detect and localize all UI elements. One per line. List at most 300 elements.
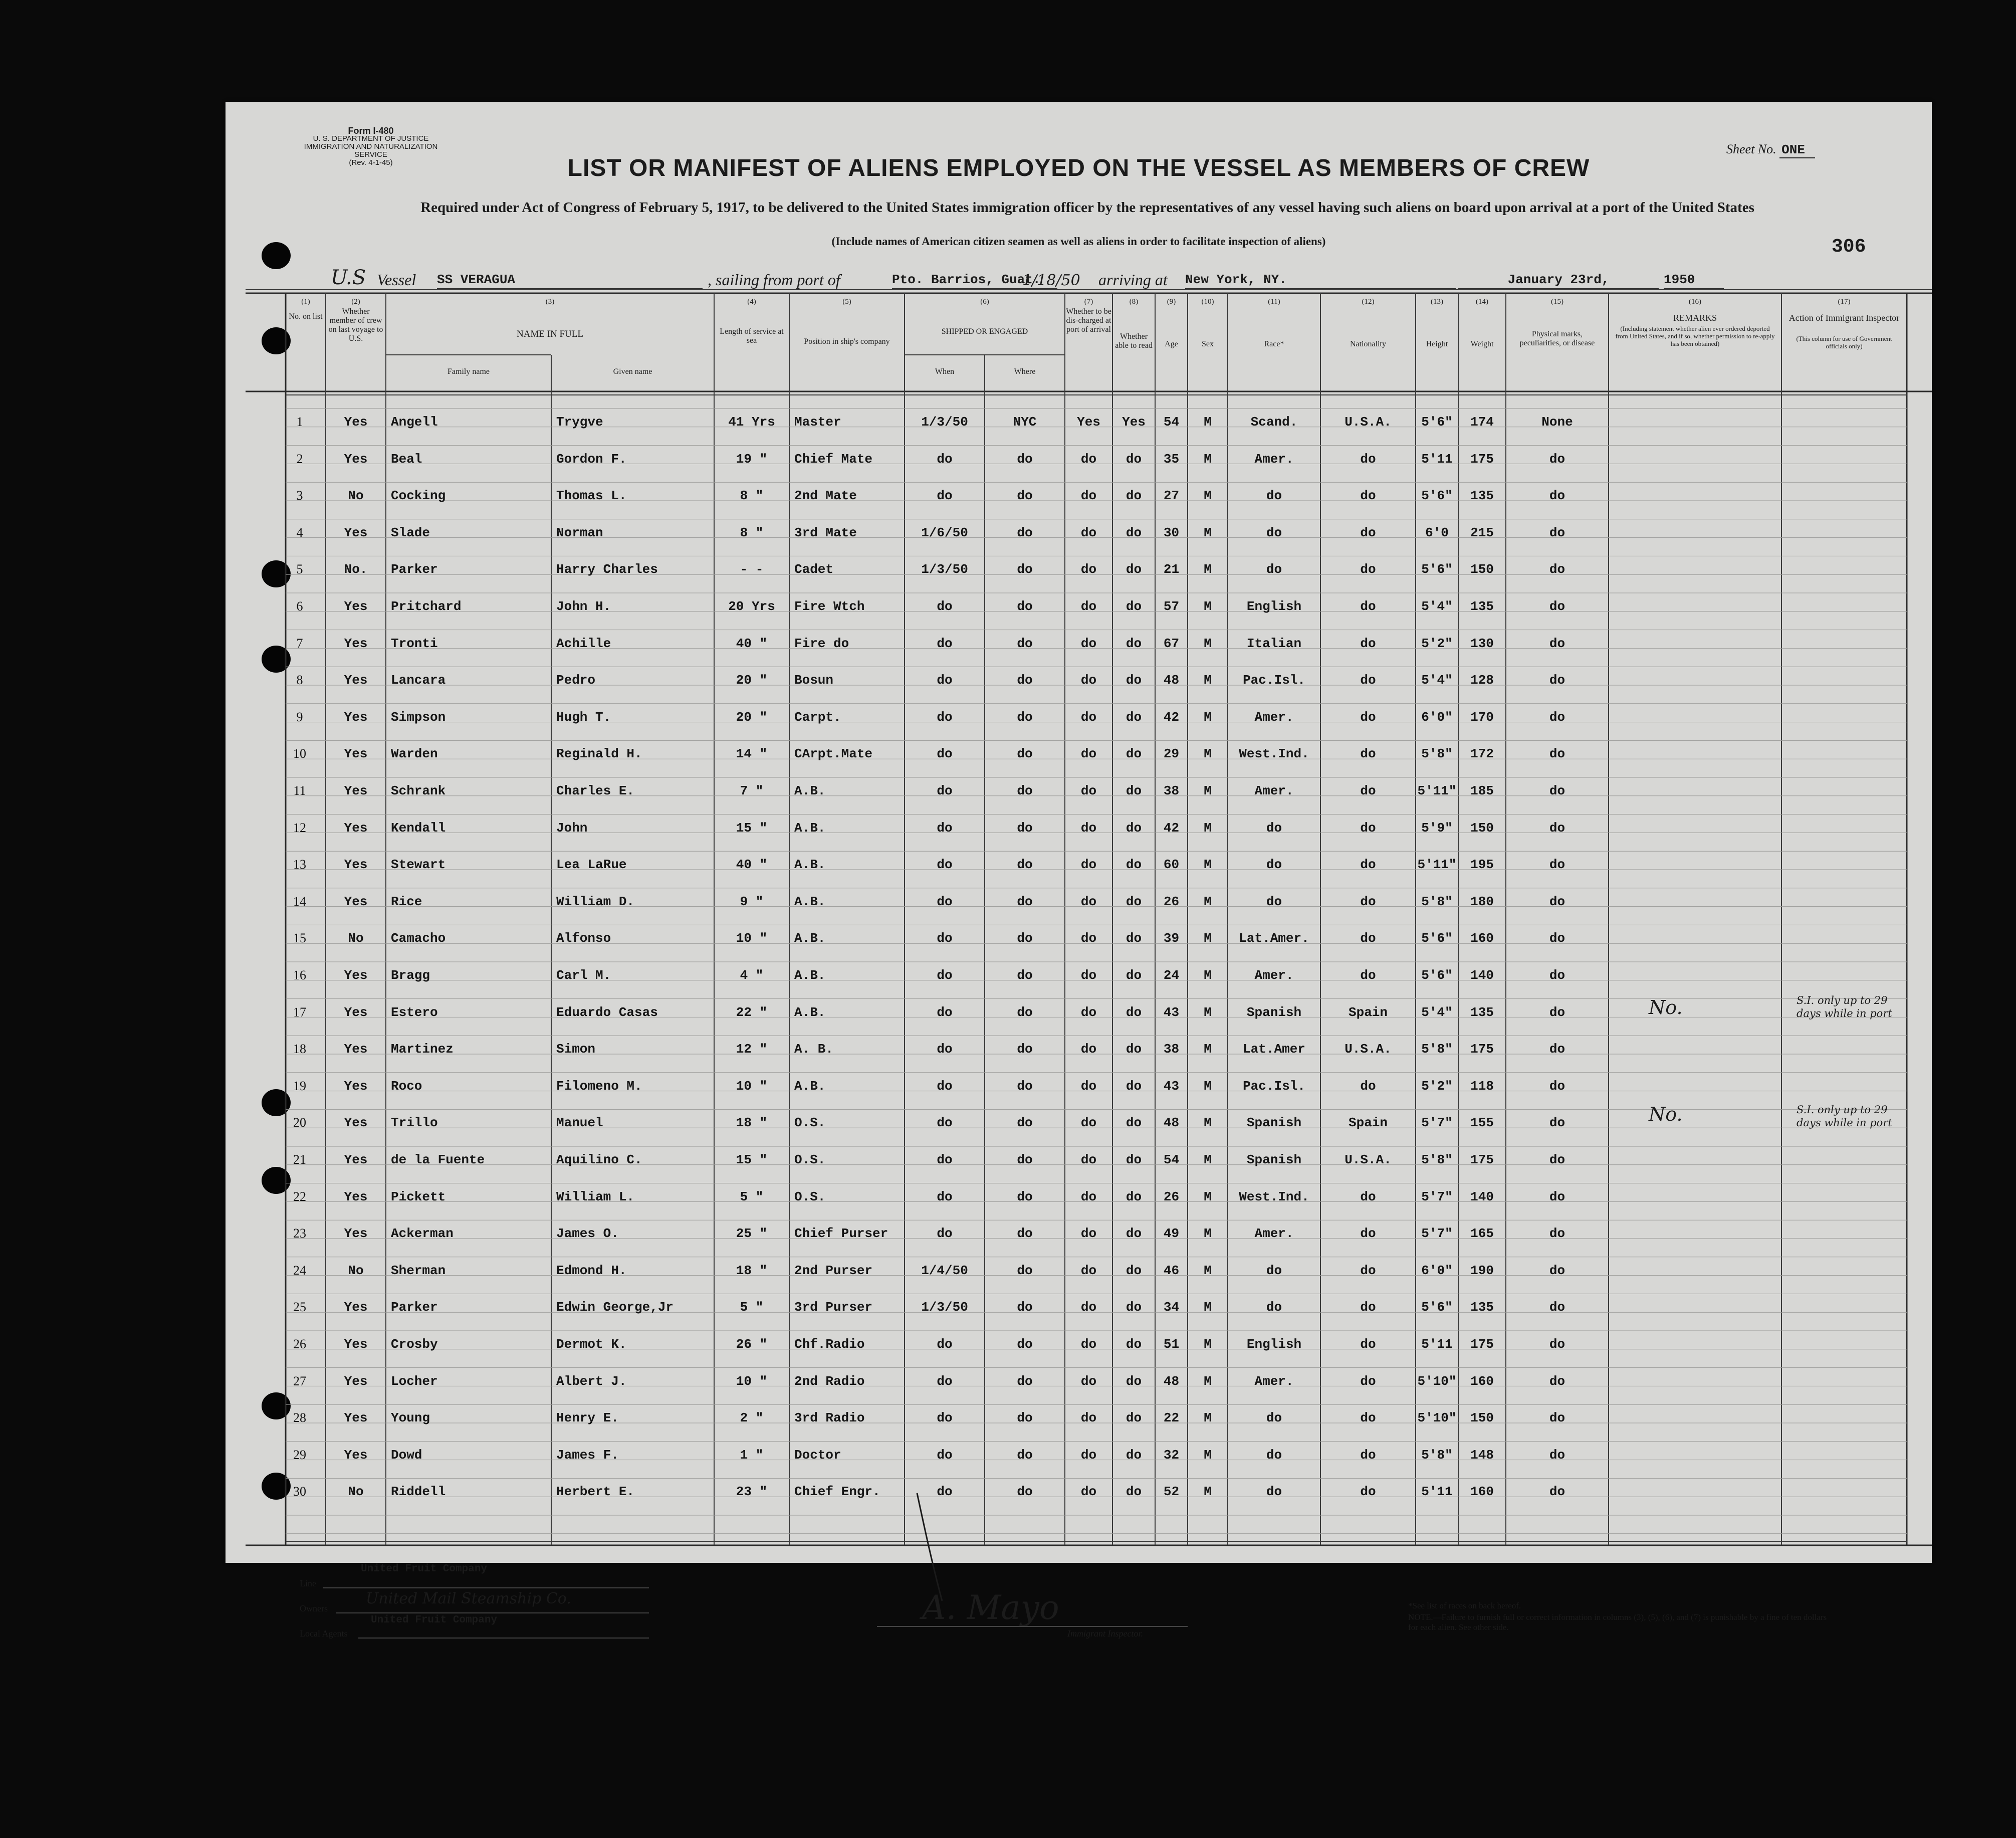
include-note: (Include names of American citizen seamen as well as aliens in order to facilitate inspection of aliens) xyxy=(831,235,1326,248)
shipped-when: do xyxy=(937,636,953,651)
service-length: 2 " xyxy=(740,1410,764,1426)
weight: 190 xyxy=(1470,1263,1494,1278)
col7-number: (7) xyxy=(1084,298,1093,306)
agents-label: Local Agents xyxy=(300,1628,348,1639)
sex: M xyxy=(1204,636,1212,651)
sex: M xyxy=(1204,1263,1212,1278)
given-name: Norman xyxy=(556,525,603,540)
departure-port: Pto. Barrios, Guat. xyxy=(892,272,1057,289)
physical-marks: do xyxy=(1549,562,1565,577)
signature-underline xyxy=(877,1626,1188,1627)
height: 5'11 xyxy=(1421,1337,1453,1352)
shipped-where-header: Where xyxy=(1014,367,1036,376)
weight: 185 xyxy=(1470,783,1494,798)
weight: 160 xyxy=(1470,1373,1494,1389)
discharged: do xyxy=(1080,820,1097,836)
shipped-when-header: When xyxy=(935,367,955,376)
weight: 175 xyxy=(1470,1337,1494,1352)
shipped-where: do xyxy=(1017,894,1033,909)
position: CArpt.Mate xyxy=(794,746,873,762)
able-to-read: do xyxy=(1126,746,1142,762)
able-to-read: do xyxy=(1126,1263,1142,1278)
given-name: John xyxy=(556,820,588,836)
family-name: Parker xyxy=(391,1300,438,1315)
sex: M xyxy=(1204,525,1212,540)
family-name: Riddell xyxy=(391,1484,446,1500)
nationality: Spain xyxy=(1348,1115,1388,1131)
height: 5'8" xyxy=(1421,894,1453,909)
sex: M xyxy=(1204,488,1212,504)
age: 48 xyxy=(1163,1373,1180,1389)
service-length: 10 " xyxy=(736,931,768,946)
family-name: Crosby xyxy=(391,1337,438,1352)
position: A.B. xyxy=(794,931,826,946)
sex: M xyxy=(1204,746,1212,762)
prior-voyage: Yes xyxy=(344,820,368,836)
weight: 175 xyxy=(1470,451,1494,467)
family-name: Warden xyxy=(391,746,438,762)
position: Chief Purser xyxy=(794,1226,888,1242)
service-length: 20 Yrs xyxy=(728,599,775,614)
given-name-header: Given name xyxy=(613,367,652,376)
shipped-where: do xyxy=(1017,1078,1033,1094)
col15-number: (15) xyxy=(1551,298,1563,306)
weight: 118 xyxy=(1470,1078,1494,1094)
position: A.B. xyxy=(794,894,826,909)
col10-number: (10) xyxy=(1201,298,1214,306)
physical-marks: do xyxy=(1549,1226,1565,1242)
nationality: do xyxy=(1360,673,1376,688)
position: O.S. xyxy=(794,1115,826,1131)
shipped-where: do xyxy=(1017,1337,1033,1352)
row-number: 3 xyxy=(296,488,303,503)
weight: 148 xyxy=(1470,1447,1494,1463)
weight: 150 xyxy=(1470,562,1494,577)
given-name: Thomas L. xyxy=(556,488,627,504)
prior-voyage: Yes xyxy=(344,1152,368,1167)
col16-number: (16) xyxy=(1689,298,1701,306)
prior-voyage: Yes xyxy=(344,451,368,467)
given-name: Herbert E. xyxy=(556,1484,635,1500)
discharged: do xyxy=(1080,1337,1097,1352)
able-to-read: do xyxy=(1126,1189,1142,1204)
shipped-when: do xyxy=(937,709,953,725)
given-name: Albert J. xyxy=(556,1373,627,1389)
prior-voyage: Yes xyxy=(344,1337,368,1352)
nationality: do xyxy=(1360,599,1376,614)
physical-marks: None xyxy=(1541,415,1573,430)
position: A.B. xyxy=(794,857,826,873)
service-length: 20 " xyxy=(736,709,768,725)
vessel-prefix: U.S xyxy=(331,266,366,289)
col17-subheader: (This column for use of Government officials only) xyxy=(1796,335,1892,350)
fine-note: NOTE.—Failure to furnish full or correct information in columns (3), (5), (6), and (7) is punishable by a fine of ten dollars for each alien. See other side. xyxy=(1408,1612,1827,1632)
age: 67 xyxy=(1163,636,1180,651)
col10-header: Sex xyxy=(1202,340,1214,348)
age: 42 xyxy=(1163,709,1180,725)
col16-subheader: (Including statement whether alien ever ordered deported from United States, and if so, whether permission to re-apply has been obtained) xyxy=(1615,325,1775,347)
prior-voyage: Yes xyxy=(344,1447,368,1463)
prior-voyage: No xyxy=(348,1263,364,1278)
shipped-when: do xyxy=(937,1410,953,1426)
arriving-label: arriving at xyxy=(1098,271,1168,289)
height: 5'4" xyxy=(1421,599,1453,614)
family-name: Locher xyxy=(391,1373,438,1389)
family-name: Kendall xyxy=(391,820,446,836)
col17-number: (17) xyxy=(1838,298,1851,306)
sex: M xyxy=(1204,562,1212,577)
shipped-where: do xyxy=(1017,488,1033,504)
discharged: Yes xyxy=(1077,415,1100,430)
given-name: Pedro xyxy=(556,673,596,688)
physical-marks: do xyxy=(1549,1410,1565,1426)
service-length: 15 " xyxy=(736,820,768,836)
shipped-when: do xyxy=(937,1484,953,1500)
family-name: Roco xyxy=(391,1078,422,1094)
given-name: Trygve xyxy=(556,415,603,430)
sex: M xyxy=(1204,709,1212,725)
shipped-where: do xyxy=(1017,1042,1033,1057)
discharged: do xyxy=(1080,1484,1097,1500)
height: 5'11" xyxy=(1417,857,1457,873)
service-length: 10 " xyxy=(736,1373,768,1389)
age: 22 xyxy=(1163,1410,1180,1426)
family-name: Parker xyxy=(391,562,438,577)
col17-header: Action of Immigrant Inspector xyxy=(1788,313,1900,323)
height: 5'8" xyxy=(1421,1152,1453,1167)
able-to-read: do xyxy=(1126,820,1142,836)
race: Lat.Amer xyxy=(1243,1042,1305,1057)
sex: M xyxy=(1204,415,1212,430)
height: 5'8" xyxy=(1421,1447,1453,1463)
weight: 195 xyxy=(1470,857,1494,873)
col1-header: No. on list xyxy=(289,312,323,321)
race: Amer. xyxy=(1254,709,1294,725)
shipped-when: do xyxy=(937,488,953,504)
shipped-where: do xyxy=(1017,968,1033,983)
physical-marks: do xyxy=(1549,1373,1565,1389)
sex: M xyxy=(1204,820,1212,836)
able-to-read: do xyxy=(1126,1484,1142,1500)
nationality: U.S.A. xyxy=(1345,1152,1392,1167)
physical-marks: do xyxy=(1549,820,1565,836)
service-length: 15 " xyxy=(736,1152,768,1167)
family-name: Tronti xyxy=(391,636,438,651)
given-name: Manuel xyxy=(556,1115,603,1131)
col16-header: REMARKS xyxy=(1673,313,1717,323)
discharged: do xyxy=(1080,1189,1097,1204)
shipped-where: do xyxy=(1017,1189,1033,1204)
sex: M xyxy=(1204,1189,1212,1204)
col3-number: (3) xyxy=(545,298,555,306)
col1-number: (1) xyxy=(301,298,310,306)
able-to-read: do xyxy=(1126,673,1142,688)
sex: M xyxy=(1204,968,1212,983)
nationality: do xyxy=(1360,488,1376,504)
physical-marks: do xyxy=(1549,1152,1565,1167)
row-number: 28 xyxy=(293,1410,306,1425)
position: A.B. xyxy=(794,968,826,983)
age: 26 xyxy=(1163,894,1180,909)
shipped-when: do xyxy=(937,673,953,688)
weight: 135 xyxy=(1470,488,1494,504)
height: 5'7" xyxy=(1421,1115,1453,1131)
family-name: Camacho xyxy=(391,931,446,946)
able-to-read: do xyxy=(1126,1004,1142,1020)
row20-action: S.I. only up to 29 days while in port xyxy=(1797,1104,1892,1129)
row-number: 22 xyxy=(293,1189,306,1204)
prior-voyage: Yes xyxy=(344,1300,368,1315)
nationality: do xyxy=(1360,1337,1376,1352)
row-number: 30 xyxy=(293,1484,306,1499)
age: 54 xyxy=(1163,1152,1180,1167)
height: 5'8" xyxy=(1421,746,1453,762)
col4-number: (4) xyxy=(747,298,756,306)
col11-number: (11) xyxy=(1268,298,1280,306)
stamp-number: 306 xyxy=(1832,236,1866,258)
physical-marks: do xyxy=(1549,1004,1565,1020)
col14-number: (14) xyxy=(1476,298,1488,306)
shipped-where: do xyxy=(1017,746,1033,762)
prior-voyage: Yes xyxy=(344,599,368,614)
discharged: do xyxy=(1080,1078,1097,1094)
able-to-read: do xyxy=(1126,451,1142,467)
given-name: Harry Charles xyxy=(556,562,658,577)
family-name: Stewart xyxy=(391,857,446,873)
inspector-label: Immigrant Inspector. xyxy=(1067,1628,1143,1639)
family-name: Slade xyxy=(391,525,430,540)
shipped-where: do xyxy=(1017,1263,1033,1278)
nationality: do xyxy=(1360,1484,1376,1500)
physical-marks: do xyxy=(1549,451,1565,467)
col5-header: Position in ship's company xyxy=(804,337,890,346)
able-to-read: do xyxy=(1126,1300,1142,1315)
row17-remark: No. xyxy=(1649,996,1683,1018)
weight: 174 xyxy=(1470,415,1494,430)
col3-header: NAME IN FULL xyxy=(517,329,583,339)
race: do xyxy=(1266,525,1282,540)
weight: 150 xyxy=(1470,820,1494,836)
sex: M xyxy=(1204,857,1212,873)
row-number: 8 xyxy=(296,673,303,688)
shipped-when: do xyxy=(937,1004,953,1020)
physical-marks: do xyxy=(1549,525,1565,540)
weight: 172 xyxy=(1470,746,1494,762)
physical-marks: do xyxy=(1549,968,1565,983)
position: Chief Engr. xyxy=(794,1484,880,1500)
nationality: U.S.A. xyxy=(1345,1042,1392,1057)
physical-marks: do xyxy=(1549,931,1565,946)
given-name: Charles E. xyxy=(556,783,635,798)
arrival-date: January 23rd, xyxy=(1458,272,1659,289)
discharged: do xyxy=(1080,1152,1097,1167)
race: do xyxy=(1266,1447,1282,1463)
able-to-read: do xyxy=(1126,968,1142,983)
height: 6'0" xyxy=(1421,709,1453,725)
age: 32 xyxy=(1163,1447,1180,1463)
nationality: do xyxy=(1360,1078,1376,1094)
able-to-read: do xyxy=(1126,1115,1142,1131)
prior-voyage: Yes xyxy=(344,1410,368,1426)
able-to-read: do xyxy=(1126,1078,1142,1094)
discharged: do xyxy=(1080,709,1097,725)
race: English xyxy=(1246,599,1302,614)
discharged: do xyxy=(1080,1263,1097,1278)
footer xyxy=(226,1538,1932,1684)
arrival-port: New York, NY. xyxy=(1185,272,1456,289)
sex: M xyxy=(1204,1484,1212,1500)
weight: 175 xyxy=(1470,1042,1494,1057)
given-name: Dermot K. xyxy=(556,1337,627,1352)
position: A.B. xyxy=(794,820,826,836)
shipped-when: do xyxy=(937,968,953,983)
row-number: 29 xyxy=(293,1447,306,1462)
age: 54 xyxy=(1163,415,1180,430)
col2-number: (2) xyxy=(351,298,360,306)
given-name: John H. xyxy=(556,599,611,614)
nationality: do xyxy=(1360,636,1376,651)
discharged: do xyxy=(1080,1004,1097,1020)
shipped-when: do xyxy=(937,1115,953,1131)
race: do xyxy=(1266,857,1282,873)
prior-voyage: Yes xyxy=(344,1189,368,1204)
col12-number: (12) xyxy=(1362,298,1375,306)
service-length: - - xyxy=(740,562,764,577)
discharged: do xyxy=(1080,562,1097,577)
prior-voyage: Yes xyxy=(344,783,368,798)
col6-number: (6) xyxy=(980,298,989,306)
agents-value: United Fruit Company xyxy=(371,1614,498,1626)
height: 5'2" xyxy=(1421,1078,1453,1094)
physical-marks: do xyxy=(1549,894,1565,909)
position: Chief Mate xyxy=(794,451,873,467)
shipped-where: do xyxy=(1017,1373,1033,1389)
row-number: 5 xyxy=(296,562,303,577)
discharged: do xyxy=(1080,673,1097,688)
col6-header: SHIPPED OR ENGAGED xyxy=(941,327,1028,336)
given-name: Achille xyxy=(556,636,611,651)
age: 38 xyxy=(1163,783,1180,798)
discharged: do xyxy=(1080,783,1097,798)
weight: 140 xyxy=(1470,1189,1494,1204)
shipped-when: do xyxy=(937,931,953,946)
col8-number: (8) xyxy=(1129,298,1139,306)
race: Amer. xyxy=(1254,1226,1294,1242)
position: Carpt. xyxy=(794,709,841,725)
shipped-where: do xyxy=(1017,931,1033,946)
position: O.S. xyxy=(794,1152,826,1167)
height: 5'6" xyxy=(1421,488,1453,504)
able-to-read: do xyxy=(1126,1226,1142,1242)
row-number: 9 xyxy=(296,709,303,724)
sex: M xyxy=(1204,931,1212,946)
nationality: do xyxy=(1360,1300,1376,1315)
col13-header: Height xyxy=(1426,340,1448,348)
sex: M xyxy=(1204,1152,1212,1167)
able-to-read: do xyxy=(1126,488,1142,504)
race: do xyxy=(1266,1410,1282,1426)
col7-header: Whether to be dis-charged at port of arrival xyxy=(1066,307,1111,334)
age: 34 xyxy=(1163,1300,1180,1315)
sex: M xyxy=(1204,1078,1212,1094)
nationality: do xyxy=(1360,1373,1376,1389)
row-number: 7 xyxy=(296,636,303,651)
service-length: 41 Yrs xyxy=(728,415,775,430)
nationality: do xyxy=(1360,783,1376,798)
physical-marks: do xyxy=(1549,673,1565,688)
race: do xyxy=(1266,820,1282,836)
service-length: 18 " xyxy=(736,1115,768,1131)
service-length: 23 " xyxy=(736,1484,768,1500)
sheet-value: ONE xyxy=(1779,142,1815,158)
col12-header: Nationality xyxy=(1350,340,1386,348)
family-name: Sherman xyxy=(391,1263,446,1278)
col8-header: Whether able to read xyxy=(1115,332,1153,350)
shipped-where: NYC xyxy=(1013,415,1037,430)
given-name: James F. xyxy=(556,1447,619,1463)
service-length: 9 " xyxy=(740,894,764,909)
prior-voyage: Yes xyxy=(344,1078,368,1094)
shipped-when: 1/4/50 xyxy=(921,1263,968,1278)
race: Spanish xyxy=(1246,1152,1302,1167)
position: Fire do xyxy=(794,636,849,651)
prior-voyage: Yes xyxy=(344,709,368,725)
given-name: Eduardo Casas xyxy=(556,1004,658,1020)
height: 5'11 xyxy=(1421,1484,1453,1500)
service-name: IMMIGRATION AND NATURALIZATION SERVICE xyxy=(304,142,438,159)
discharged: do xyxy=(1080,636,1097,651)
prior-voyage: Yes xyxy=(344,968,368,983)
col9-header: Age xyxy=(1165,340,1178,348)
race: Scand. xyxy=(1250,415,1298,430)
given-name: William D. xyxy=(556,894,635,909)
family-name: Bragg xyxy=(391,968,430,983)
shipped-when: do xyxy=(937,783,953,798)
nationality: do xyxy=(1360,525,1376,540)
nationality: do xyxy=(1360,1410,1376,1426)
vessel-label: Vessel xyxy=(377,271,416,289)
nationality: do xyxy=(1360,931,1376,946)
nationality: do xyxy=(1360,746,1376,762)
family-name: Ackerman xyxy=(391,1226,454,1242)
weight: 175 xyxy=(1470,1152,1494,1167)
age: 27 xyxy=(1163,488,1180,504)
physical-marks: do xyxy=(1549,1078,1565,1094)
position: 3rd Purser xyxy=(794,1300,873,1315)
shipped-where: do xyxy=(1017,1484,1033,1500)
sex: M xyxy=(1204,1115,1212,1131)
service-length: 26 " xyxy=(736,1337,768,1352)
discharged: do xyxy=(1080,968,1097,983)
given-name: Simon xyxy=(556,1042,596,1057)
family-name-header: Family name xyxy=(447,367,490,376)
physical-marks: do xyxy=(1549,1447,1565,1463)
family-name: Estero xyxy=(391,1004,438,1020)
shipped-when: do xyxy=(937,1373,953,1389)
sex: M xyxy=(1204,1447,1212,1463)
race: do xyxy=(1266,562,1282,577)
inspector-signature: A. Mayo xyxy=(922,1588,1059,1627)
discharged: do xyxy=(1080,488,1097,504)
able-to-read: do xyxy=(1126,1410,1142,1426)
able-to-read: Yes xyxy=(1122,415,1146,430)
nationality: do xyxy=(1360,968,1376,983)
physical-marks: do xyxy=(1549,1263,1565,1278)
race: Spanish xyxy=(1246,1115,1302,1131)
race: Lat.Amer. xyxy=(1239,931,1309,946)
given-name: James O. xyxy=(556,1226,619,1242)
service-length: 40 " xyxy=(736,857,768,873)
